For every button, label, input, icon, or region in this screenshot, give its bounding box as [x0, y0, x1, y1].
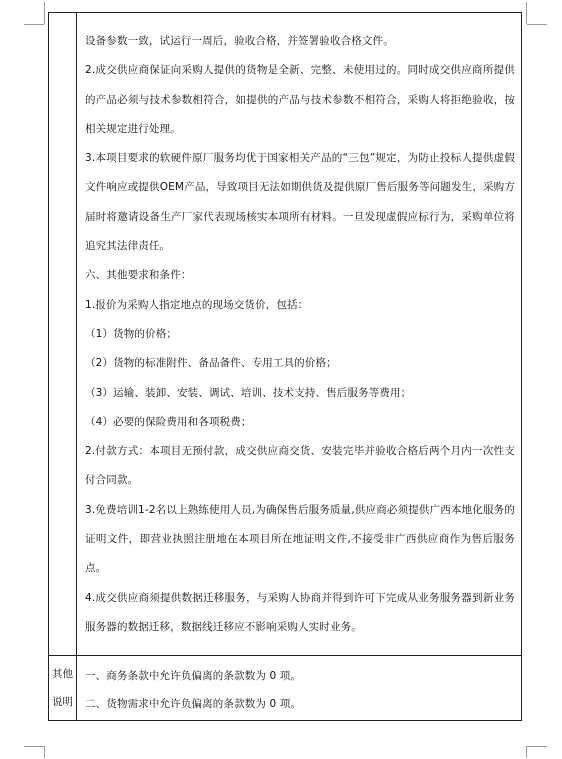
crop-mark-bottom-left-v	[44, 746, 45, 758]
note-commercial-deviation: 一、商务条款中允许负偏离的条款数为 0 项。	[85, 670, 302, 682]
section-heading-other-requirements: 六、其他要求和条件：	[85, 269, 192, 282]
paragraph-data-migration: 4.成交供应商须提供数据迁移服务，与采购人协商并得到许可下完成从业务服务器到新业务服务器的数据迁移，数据线迁移应不影响采购人实时业务。	[85, 591, 515, 633]
requirements-table	[48, 12, 522, 721]
paragraph-payment: 2.付款方式：本项目无预付款，成交供应商交货、安装完毕并验收合格后两个月内一次性支付合同款。	[85, 445, 515, 487]
side-label-cell	[49, 656, 77, 721]
crop-mark-top-right-v	[526, 2, 527, 24]
crop-mark-top-right-h	[527, 24, 547, 25]
notes-row	[49, 656, 522, 721]
crop-mark-bottom-right-v	[526, 746, 527, 758]
list-item-accessories: （2）货物的标准附件、备品备件、专用工具的价格；	[85, 357, 337, 370]
list-item-insurance-taxes: （4）必要的保险费用和各项税费；	[85, 415, 252, 428]
side-label-line-1: 其他	[52, 668, 73, 680]
paragraph-training: 3.免费培训1-2名以上熟练使用人员,为确保售后服务质量,供应商必须提供广西本地化服务的证明文件，即营业执照注册地在本项目所在地证明文件,不接受非广西供应商作为售后服务点。	[85, 503, 515, 575]
requirements-body-cell	[77, 13, 522, 656]
notes-cell	[77, 656, 522, 721]
requirements-row	[49, 13, 522, 656]
paragraph-acceptance: 设备参数一致，试运行一周后，验收合格，并签署验收合格文件。	[85, 35, 394, 47]
crop-mark-bottom-left-h	[24, 746, 44, 747]
paragraph-new-goods: 2.成交供应商保证向采购人提供的货物是全新、完整、未使用过的。同时成交供应商所提供的产品必须与技术参数相符合，如提供的产品与技术参数不相符合，采购人将拒绝验收，按相关规定进行处理。	[85, 64, 515, 135]
crop-mark-top-left-h	[24, 24, 44, 25]
list-item-goods-price: （1）货物的价格；	[85, 327, 178, 340]
paragraph-quotation: 1.报价为采购人指定地点的现场交货价，包括：	[85, 298, 309, 311]
left-empty-cell	[49, 13, 77, 656]
crop-mark-bottom-right-h	[527, 746, 547, 747]
list-item-service-fees: （3）运输、装卸、安装、调试、培训、技术支持、售后服务等费用；	[85, 386, 412, 399]
paragraph-original-service: 3.本项目要求的软硬件原厂服务均优于国家相关产品的“三包”规定，为防止投标人提供虚假文件响应或提供OEM产品，导致项目无法如期供货及提供原厂售后服务等问题发生，采购方届时将邀请设备生产厂家代表现场核实本项所有材料。一旦发现虚假应标行为，采购单位将追究其法律责任。	[85, 152, 515, 253]
crop-mark-top-left-v	[44, 2, 45, 24]
note-goods-deviation: 二、货物需求中允许负偏离的条款数为 0 项。	[85, 698, 302, 710]
side-label-line-2: 说明	[52, 696, 73, 708]
